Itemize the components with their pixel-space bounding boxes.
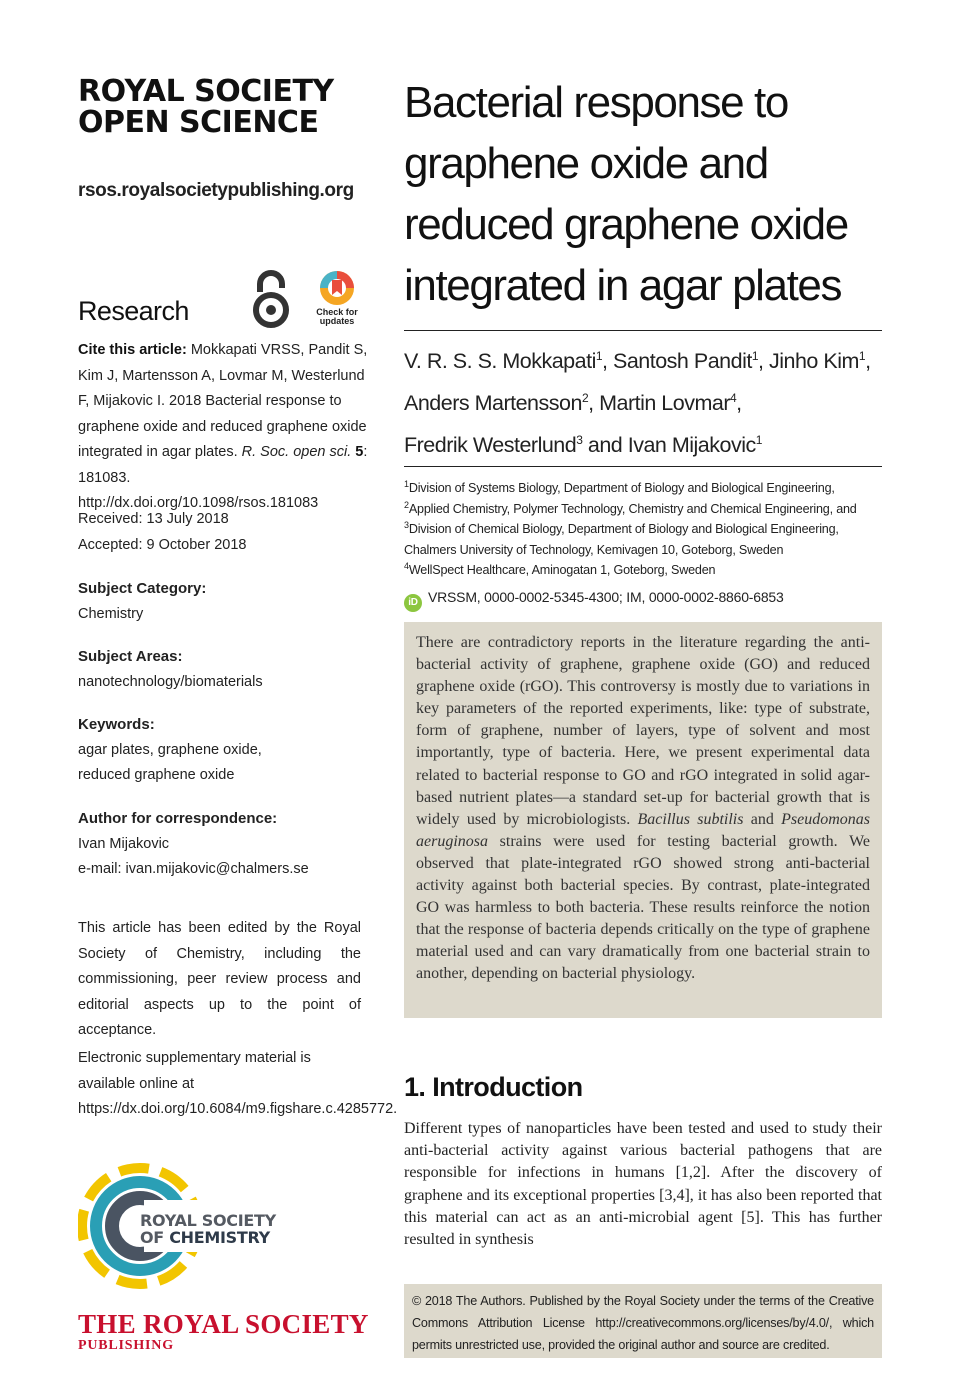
abstract-species1: Bacillus subtilis [637, 810, 744, 828]
subject-areas-label: Subject Areas: [78, 648, 183, 665]
keywords-value: agar plates, graphene oxide, reduced graphene oxide [78, 741, 262, 783]
author-affiliation: 2 [581, 390, 589, 405]
publisher-line1: THE ROYAL SOCIETY [78, 1309, 369, 1339]
author-name: Anders Martensson [404, 391, 582, 415]
supplementary-material-note: Electronic supplementary material is available online at https://dx.doi.org/10.6084/m9.figshare.c.4285772. [78, 1050, 398, 1117]
author-name: Martin Lovmar [599, 391, 730, 415]
affiliation-number: 2 [404, 499, 409, 510]
author-affiliation: 1 [595, 348, 603, 363]
citation-label: Cite this article: [78, 342, 187, 358]
subject-areas-block [78, 644, 368, 695]
correspondence-email-link[interactable]: e-mail: ivan.mijakovic@chalmers.se [78, 861, 309, 877]
author-name: Jinho Kim [768, 349, 859, 373]
author-separator: , [588, 391, 600, 415]
license-text: © 2018 The Authors. Published by the Royal Society under the terms of the Creative Commons Attribution License http://creativecommons.org/licenses/by/4.0/, which permits unrestricted use, provided the original author and source are credited. [412, 1294, 874, 1352]
affiliation-1: Division of Systems Biology, Department of Biology and Biological Engineering, [408, 481, 835, 495]
affiliation-3: Division of Chemical Biology, Department of Biology and Biological Engineering, Chalmers University of Technology, Kemivagen 10, Goteborg, Sweden [404, 522, 839, 557]
title-line3: reduced graphene oxide [404, 200, 848, 249]
check-updates-line1: Check for [316, 307, 358, 317]
title-line1: Bacterial response to [404, 78, 788, 127]
subject-category-value: Chemistry [78, 605, 144, 622]
title-line2: graphene oxide and [404, 139, 768, 188]
rsc-logo-text [140, 1212, 276, 1246]
abstract-and: and [743, 810, 782, 828]
affiliation-2: Applied Chemistry, Polymer Technology, Chemistry and Chemical Engineering, and [408, 501, 857, 516]
orcid-line [404, 589, 784, 612]
rsc-line2-main: CHEMISTRY [169, 1228, 270, 1247]
rsc-line2-prefix: OF [140, 1228, 170, 1247]
author-separator: , [602, 349, 613, 373]
publisher-logo [78, 1310, 369, 1354]
affiliation-number: 1 [404, 478, 409, 489]
subject-category-block [78, 576, 368, 627]
author-affiliation: 1 [755, 432, 762, 447]
author-name: V. R. S. S. Mokkapati [404, 349, 596, 373]
affiliations-block [404, 478, 884, 581]
journal-logo [78, 76, 358, 138]
open-access-icon [250, 268, 292, 330]
abstract-part2: strains were used for testing bacterial growth. We observed that plate-integrated rGO showed strong anti-bacterial activity against both bacterial species. By contrast, plate-integrated GO was harmless to both bacteria. These results reinforce the notion that the response of bacteria depends critically on the type of graphene material used and can vary dramatically from one bacterial strain to another, depending on bacterial physiology. [416, 832, 870, 983]
dates-block [78, 507, 368, 558]
author-affiliation: 4 [729, 390, 737, 405]
check-updates-line2: updates [319, 316, 355, 326]
rsc-line1: ROYAL SOCIETY [140, 1211, 276, 1230]
author-separator: , [758, 349, 769, 373]
introduction-text: Different types of nanoparticles have been tested and used to study their anti-bacterial activity against various bacterial pathogens that are responsible for infections in humans [1,2]. After the discovery of graphene and its exceptional properties [3,4], it has also been reported that this material can act as an anti-microbial agent [5]. This has further resulted in synthesis [404, 1120, 882, 1249]
citation-article-number: : 181083. [78, 444, 368, 486]
journal-url-link[interactable]: rsos.royalsocietypublishing.org [78, 180, 354, 201]
abstract-species2: Pseudomonas aeruginosa [416, 810, 871, 850]
affiliation-number: 4 [404, 560, 409, 571]
affiliation-4: WellSpect Healthcare, Aminogatan 1, Goteborg, Sweden [408, 563, 716, 577]
citation-doi-link[interactable]: http://dx.doi.org/10.1098/rsos.181083 [78, 495, 319, 511]
author-list [404, 340, 884, 466]
authors-divider [404, 466, 882, 467]
author-separator: , [865, 349, 871, 373]
journal-name-line2: OPEN SCIENCE [78, 105, 319, 140]
author-separator: , [736, 391, 742, 415]
citation-volume: 5 [355, 444, 364, 460]
title-divider [404, 330, 882, 331]
title-line4: integrated in agar plates [404, 261, 842, 310]
abstract-text [416, 632, 870, 986]
abstract-part1: There are contradictory reports in the literature regarding the anti-bacterial activity of graphene, graphene oxide (GO) and reduced graphene oxide (rGO). This controversy is mostly due to variations in key parameters of the reported experiments, like: type of substrate, form of graphene, number of layers, type of solvent and most importantly, type of bacteria. Here, we present experimental data related to bacterial response to GO and rGO integrated in solid agar-based nutrient plates—a standard set-up for bacterial growth that is widely used by microbiologists. [416, 634, 870, 828]
subject-category-label: Subject Category: [78, 580, 207, 597]
author-name: Fredrik Westerlund [404, 433, 577, 457]
author-affiliation: 1 [858, 348, 866, 363]
author-affiliation: 1 [751, 348, 759, 363]
edited-note: This article has been edited by the Royal Society of Chemistry, including the commissioning, peer review process and editorial aspects up to the point of acceptance. [78, 920, 361, 1038]
orcid-icon[interactable]: iD [404, 594, 422, 612]
introduction-heading: 1. Introduction [404, 1072, 583, 1102]
publisher-line2: PUBLISHING [78, 1338, 174, 1353]
check-for-updates-badge[interactable] [310, 268, 364, 330]
citation-journal: R. Soc. open sci. [241, 444, 352, 460]
author-name: Ivan Mijakovic [627, 433, 756, 457]
correspondence-name: Ivan Mijakovic [78, 835, 170, 852]
orcid-ids: VRSSM, 0000-0002-5345-4300; IM, 0000-0002-8860-6853 [428, 589, 784, 605]
correspondence-label: Author for correspondence: [78, 810, 278, 827]
abstract-box [404, 622, 882, 1018]
affiliation-number: 3 [404, 519, 409, 530]
keywords-label: Keywords: [78, 716, 155, 733]
author-affiliation: 3 [576, 432, 583, 447]
license-box [404, 1284, 882, 1358]
citation-block [78, 338, 368, 517]
author-separator: and [582, 433, 628, 457]
subject-areas-value: nanotechnology/biomaterials [78, 673, 263, 690]
article-type-label: Research [78, 296, 189, 326]
author-name: Santosh Pandit [613, 349, 752, 373]
article-title [404, 72, 884, 316]
keywords-block [78, 712, 318, 789]
journal-name-line1: ROYAL SOCIETY [78, 74, 334, 109]
correspondence-block [78, 806, 368, 883]
received-date: Received: 13 July 2018 [78, 511, 229, 527]
accepted-date: Accepted: 9 October 2018 [78, 536, 247, 553]
citation-text: Mokkapati VRSS, Pandit S, Kim J, Martensson A, Lovmar M, Westerlund F, Mijakovic I. 2018 Bacterial response to graphene oxide and reduced graphene oxide integrated in agar plates. [78, 342, 368, 460]
check-updates-icon [310, 268, 364, 308]
